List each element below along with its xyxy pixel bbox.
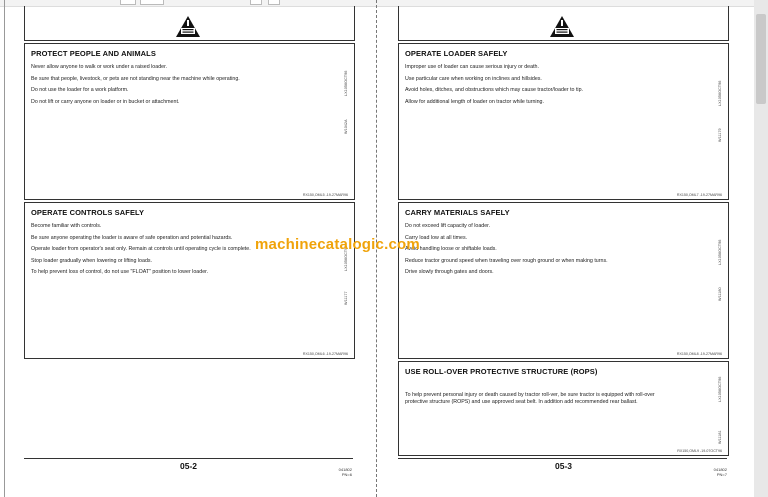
paragraph: Carry load low at all times. xyxy=(405,234,468,241)
section-carry-materials xyxy=(398,202,729,359)
side-code: W11179 xyxy=(718,128,722,142)
page-code-line: PN=7 xyxy=(716,472,727,477)
safety-alert-icon xyxy=(176,16,200,37)
section-protect-people xyxy=(24,43,355,200)
paragraph: Do not lift or carry anyone on loader or in bucket or attachment. xyxy=(31,98,180,105)
page-code xyxy=(705,467,727,477)
side-code: LX1056OCT96 xyxy=(718,239,722,265)
paragraph: Avoid handling loose or shiftable loads. xyxy=(405,246,497,253)
paragraph: Never allow anyone to walk or work under a raised loader. xyxy=(31,64,168,70)
section-operate-controls xyxy=(24,202,355,359)
page-number: 05-2 xyxy=(180,461,198,471)
safety-alert-icon xyxy=(550,16,574,37)
paragraph: Be sure that people, livestock, or pets are not standing near the machine while operating. xyxy=(31,75,240,82)
side-code: W1042A xyxy=(344,119,348,134)
watermark: machinecatalogic.com xyxy=(255,236,420,253)
side-code: LX1056OCT96 xyxy=(344,70,348,96)
section-title: USE ROLL-OVER PROTECTIVE STRUCTURE (ROPS) xyxy=(405,367,598,376)
footer-rule xyxy=(24,458,353,459)
section-footer-code: RX150,OML5 -19-27MAR96 xyxy=(302,193,348,197)
section-title: OPERATE CONTROLS SAFELY xyxy=(31,208,145,217)
side-code: W11177 xyxy=(344,291,348,305)
paragraph: Improper use of loader can cause serious injury or death. xyxy=(405,64,539,70)
page-code-line: 041802 xyxy=(713,467,727,472)
page-number: 05-3 xyxy=(555,461,573,471)
paragraph: Do not exceed lift capacity of loader. xyxy=(405,223,491,229)
paragraph: Reduce tractor ground speed when traveling over rough ground or when making turns. xyxy=(405,257,608,264)
left-header-box xyxy=(24,6,355,41)
page-code-line: 041802 xyxy=(338,467,352,472)
toolbar-control[interactable] xyxy=(140,0,164,5)
paragraph: Be sure anyone operating the loader is aware of safe operation and potential hazards. xyxy=(31,234,233,241)
paragraph: Stop loader gradually when lowering or lifting loads. xyxy=(31,257,153,264)
paragraph: Allow for additional length of loader on tractor while turning. xyxy=(405,98,544,105)
paragraph: Drive slowly through gates and doors. xyxy=(405,269,494,276)
paragraph: Use particular care when working on inclines and hillsides. xyxy=(405,75,542,82)
side-code: LX1056OCT96 xyxy=(344,245,348,271)
section-footer-code: RX150,OML7 -19-27MAR96 xyxy=(676,193,722,197)
vertical-scrollbar[interactable] xyxy=(754,0,768,497)
paragraph: Avoid holes, ditches, and obstructions which may cause tractor/loader to tip. xyxy=(405,87,584,94)
section-title: CARRY MATERIALS SAFELY xyxy=(405,208,510,217)
side-code: W11181 xyxy=(718,430,722,444)
section-title: PROTECT PEOPLE AND ANIMALS xyxy=(31,49,156,58)
side-code: W11180 xyxy=(718,287,722,301)
paragraph: Do not use the loader for a work platform. xyxy=(31,87,129,94)
side-code: LX1056OCT96 xyxy=(718,80,722,106)
side-code: LX1056OCT96 xyxy=(718,376,722,402)
section-title: OPERATE LOADER SAFELY xyxy=(405,49,508,58)
paragraph: To help prevent loss of control, do not use "FLOAT" position to lower loader. xyxy=(31,269,209,276)
page-edge xyxy=(4,0,5,497)
footer-rule xyxy=(398,458,727,459)
page-code xyxy=(330,467,352,477)
section-use-rops xyxy=(398,361,729,456)
toolbar-control[interactable] xyxy=(250,0,262,5)
toolbar-control[interactable] xyxy=(268,0,280,5)
section-footer-code: RX150,OML8 -19-27MAR96 xyxy=(676,352,722,356)
paragraph: Operate loader from operator's seat only. Remain at controls until operating cycle is complete. xyxy=(31,246,251,253)
scrollbar-thumb[interactable] xyxy=(756,14,766,104)
toolbar-control[interactable] xyxy=(120,0,136,5)
paragraph: To help prevent personal injury or death caused by tractor roll-ver, be sure tractor is equipped with roll-over protective structure (ROPS) and use approved seat belt. In addition add recommended rear ballast. xyxy=(405,392,655,405)
section-footer-code: RX150,OML9 -19-07OCT96 xyxy=(677,449,722,453)
paragraph: Become familiar with controls. xyxy=(31,223,102,229)
page-code-line: PN=6 xyxy=(341,472,352,477)
right-header-box xyxy=(398,6,729,41)
section-operate-loader xyxy=(398,43,729,200)
section-footer-code: RX150,OML6 -19-27MAR96 xyxy=(302,352,348,356)
